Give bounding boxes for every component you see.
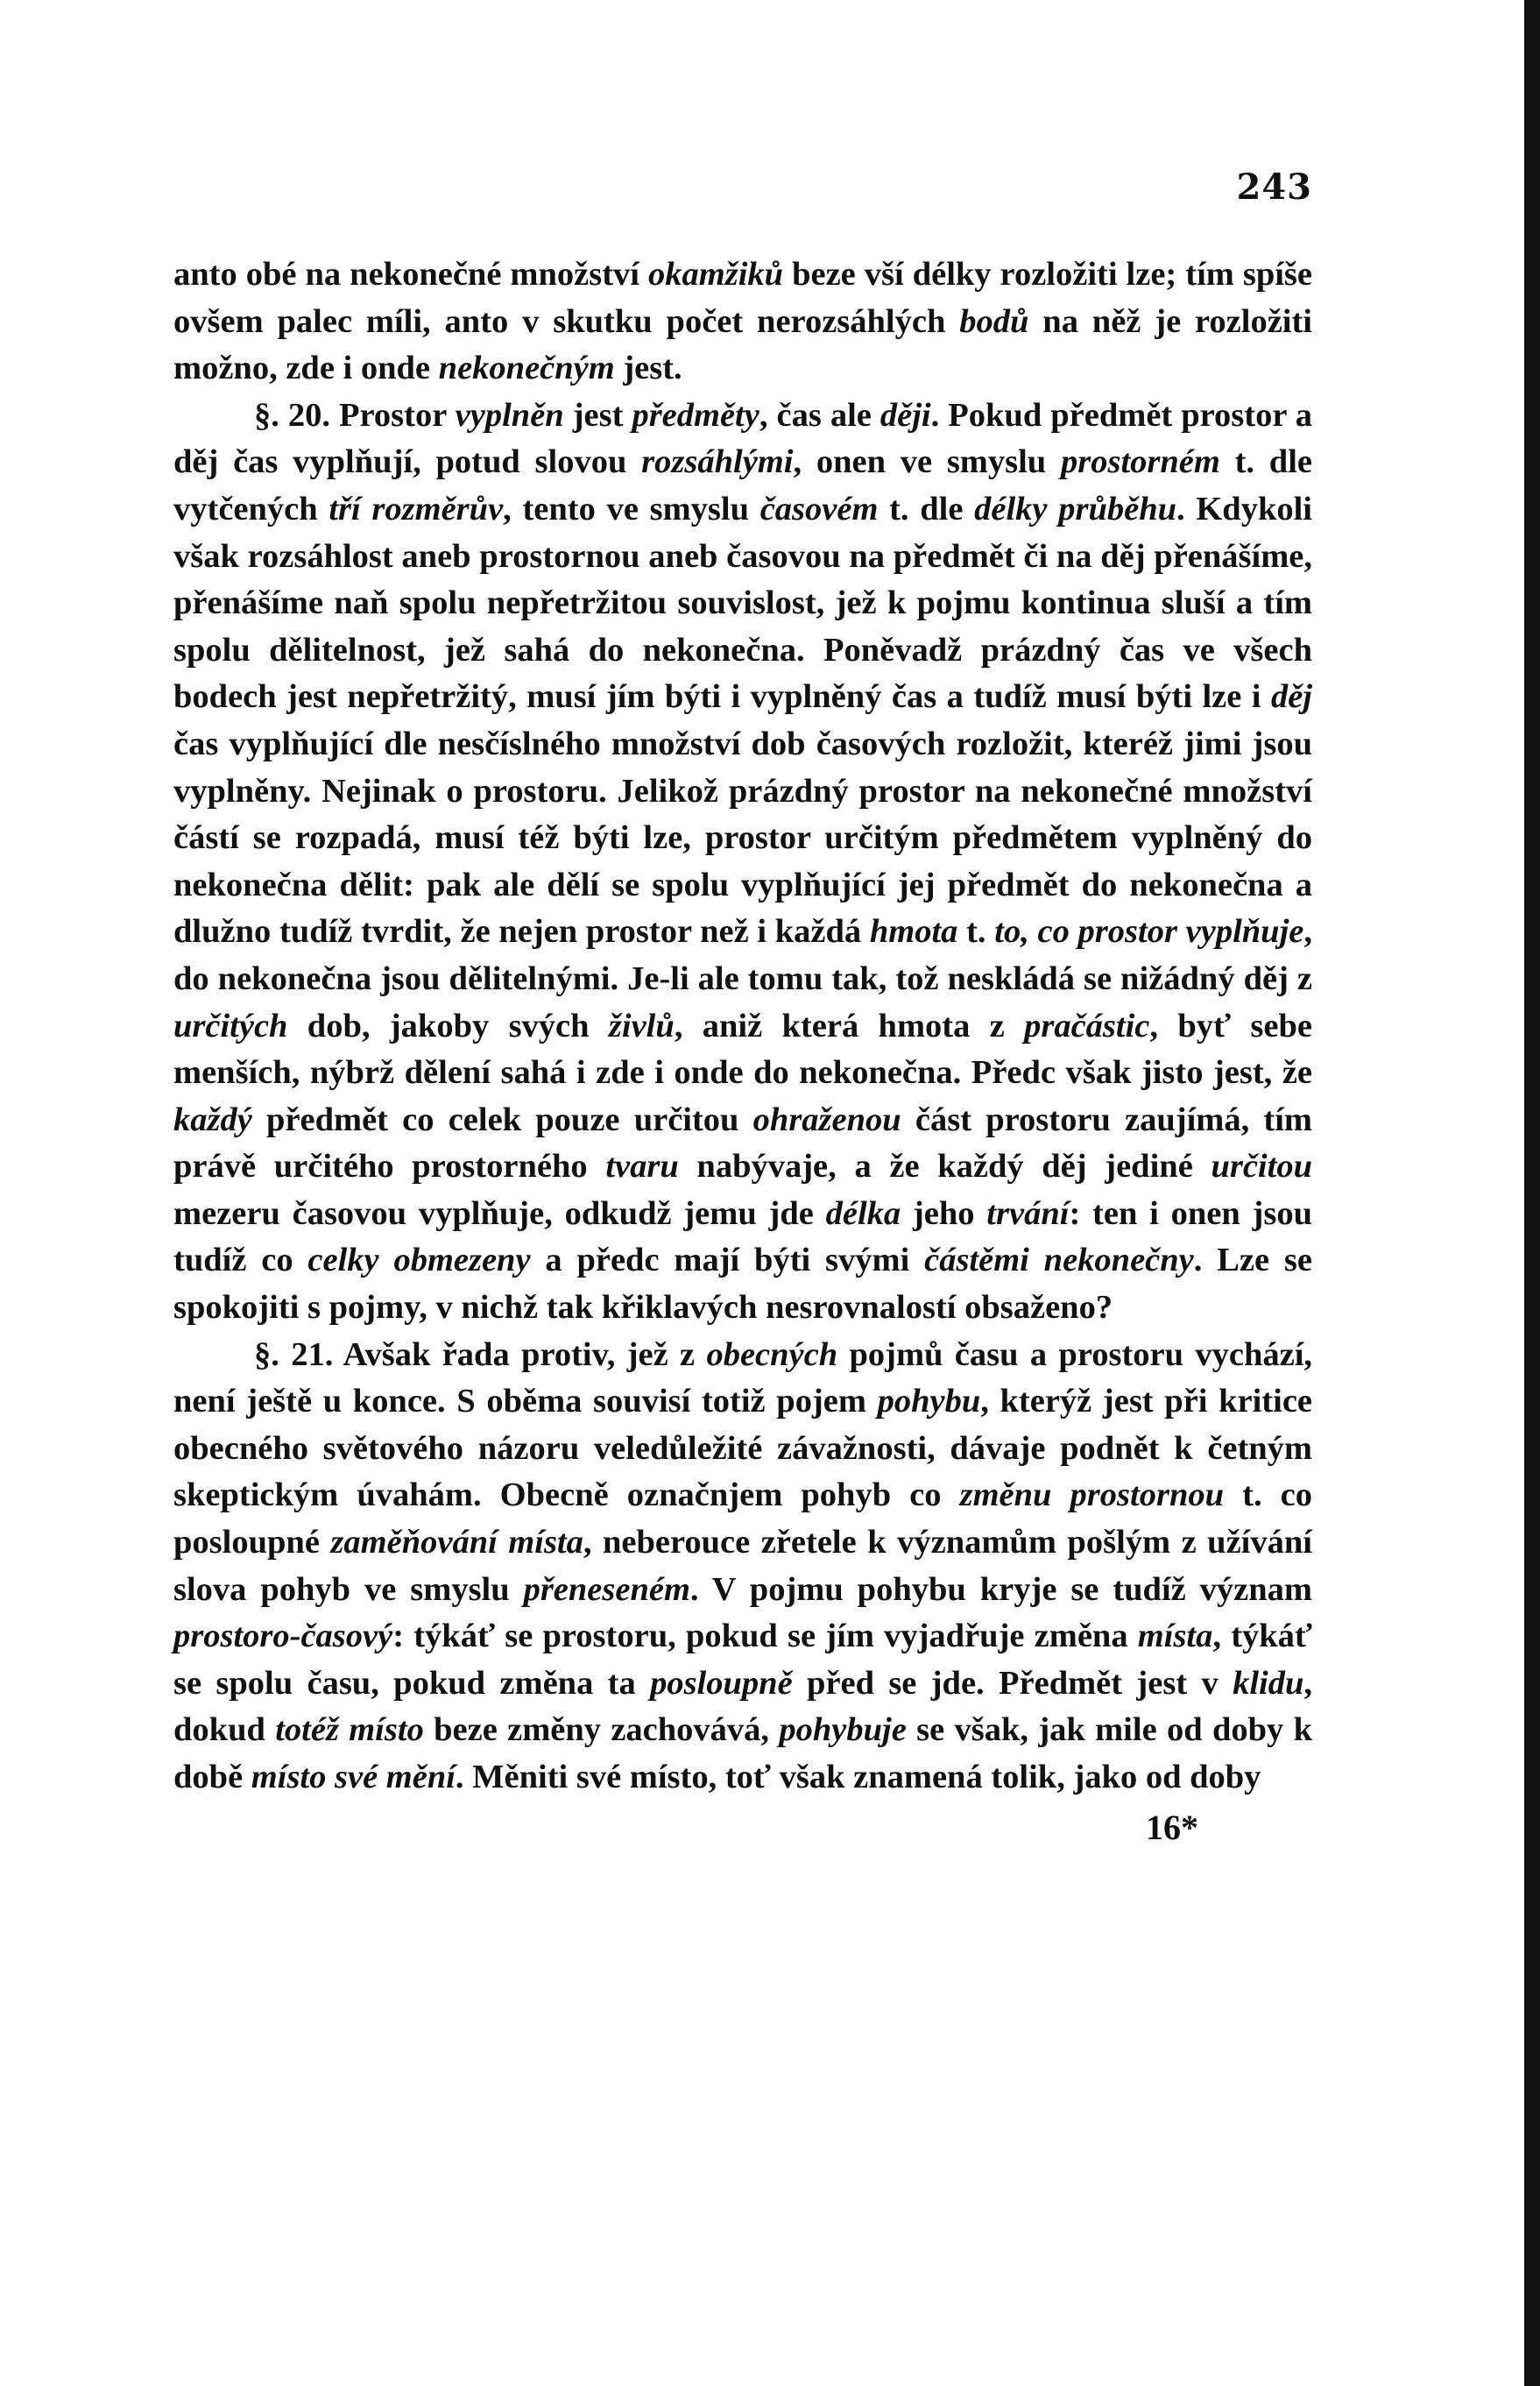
italic-run: každý [173, 1101, 252, 1138]
text-run: , aniž která hmota z [674, 1007, 1025, 1044]
italic-run: to, co prostor vyplňuje [994, 913, 1304, 951]
italic-run: děj [1270, 678, 1312, 716]
italic-run: místo své mění [251, 1759, 456, 1795]
text-run: na něž je rozložiti možno, zde i onde [173, 302, 1312, 387]
italic-run: ohraženou [752, 1101, 901, 1138]
italic-run: nekonečným [438, 350, 615, 387]
text-run: , byť sebe menších, nýbrž dělení sahá i zde i onde do nekonečna. Předc však jisto jest, že [173, 1007, 1312, 1092]
italic-run: předměty [632, 396, 759, 434]
text-run: beze změny zachovává, [423, 1711, 780, 1749]
text-run: jeho [901, 1194, 987, 1232]
italic-run: tří rozměrův [328, 490, 504, 527]
paragraph-3 [173, 1332, 1312, 1802]
italic-run: bodů [959, 302, 1029, 340]
text-run: , onen ve smyslu [793, 443, 1061, 481]
italic-run: okamžiků [648, 256, 784, 293]
text-run: předmět co celek pouze určitou [251, 1101, 753, 1138]
text-run: se však, jak mile od doby k době [173, 1711, 1312, 1795]
text-run: , tento ve smyslu [503, 490, 760, 527]
text-run: . V pojmu pohybu kryje se tudíž význam [689, 1570, 1312, 1608]
text-run: , čas ale [759, 396, 880, 434]
paragraph-2 [173, 393, 1312, 1332]
text-run: t. co posloupné [173, 1476, 1312, 1561]
text-run: mezeru časovou vyplňuje, odkudž jemu jde [173, 1194, 826, 1232]
text-run: §. 20. Prostor [254, 396, 456, 434]
italic-run: obecných [706, 1335, 838, 1373]
text-run: . Lze se spokojiti s pojmy, v nichž tak křiklavých nesrovnalostí obsaženo? [173, 1242, 1312, 1327]
italic-run: rozsáhlými [641, 443, 794, 481]
text-run: část prostoru zaujímá, tím právě určitého prostorného [173, 1101, 1312, 1186]
italic-run: vyplněn [455, 396, 564, 434]
italic-run: délka [825, 1194, 901, 1232]
italic-run: změnu prostornou [959, 1476, 1225, 1514]
italic-run: trvání [986, 1194, 1070, 1232]
italic-run: pohybuje [779, 1711, 907, 1749]
text-run: , týkáť se spolu času, pokud změna ta [173, 1618, 1312, 1702]
text-run: jest [563, 396, 632, 434]
italic-run: živlů [608, 1007, 675, 1044]
text-run: §. 21. Avšak řada protiv, jež z [254, 1335, 707, 1373]
italic-run: časovém [759, 490, 879, 527]
text-run: beze vší délky rozložiti lze; tím spíše ovšem palec míli, anto v skutku počet nerozsáhlých [173, 256, 1313, 340]
text-run: , neberouce zřetele k významům pošlým z užívání slova pohyb ve smyslu [173, 1524, 1312, 1608]
text-run: nabývaje, a že každý děj jediné [678, 1148, 1212, 1186]
italic-run: zaměňování místa [330, 1524, 583, 1561]
italic-run: určitých [173, 1007, 288, 1044]
italic-run: celky obmezeny [307, 1242, 531, 1279]
italic-run: ději [879, 396, 931, 434]
text-run: . Měniti své místo, toť však znamená tolik, jako od doby [455, 1759, 1261, 1795]
body-text [173, 251, 1312, 1802]
text-run: : týkáť se prostoru, pokud se jím vyjadřuje změna [392, 1618, 1138, 1655]
text-run: t. dle vytčených [173, 443, 1312, 527]
italic-run: pohybu [877, 1383, 981, 1420]
italic-run: tvaru [605, 1148, 679, 1186]
text-run: čas vyplňující dle nesčíslného množství dob časových rozložit, kteréž jimi jsou vyplněny. Nejinak o prostoru. Jelikož prázdný prostor na nekonečné množství částí se rozpadá, musí též býti lze, prostor určitým předmětem vyplněný do nekonečna dělit: pak ale dělí se spolu vyplňující jej předmět do nekonečna a dlužno tudíž tvrdit, že nejen prostor než i každá [173, 725, 1312, 951]
italic-run: přeneseném [523, 1570, 690, 1608]
italic-run: hmota [869, 913, 958, 951]
text-run: jest. [614, 350, 682, 387]
italic-run: místa [1137, 1618, 1213, 1655]
italic-run: klidu [1233, 1664, 1304, 1702]
text-run: , do nekonečna jsou dělitelnými. Je-li ale tomu tak, tož neskládá se nižádný děj z [173, 913, 1313, 997]
page-content [173, 166, 1312, 1848]
italic-run: určitou [1211, 1148, 1312, 1186]
text-run: , dokud [173, 1664, 1312, 1749]
text-run: pojmů času a prostoru vychází, není ještě u konce. S oběma souvisí totiž pojem [173, 1335, 1313, 1420]
text-run: t. dle [878, 490, 975, 527]
text-run: : ten i onen jsou tudíž co [173, 1194, 1312, 1279]
text-run: , kterýž jest při kritice obecného světového názoru veledůležité závažnosti, dávaje podnět k četným skeptickým úvahám. Obecně označnjem pohyb co [173, 1383, 1312, 1514]
page-number: 243 [1236, 166, 1312, 208]
text-run: . Kdykoli však rozsáhlost aneb prostornou aneb časovou na předmět či na děj přenášíme, přenášíme naň spolu nepřetržitou souvislost, jež k pojmu kontinua sluší a tím spolu dělitelnost, jež sahá do nekonečna. Poněvadž prázdný čas ve všech bodech jest nepřetržitý, musí jím býti i vyplněný čas a tudíž musí býti lze i [173, 490, 1312, 716]
scan-edge-border [1524, 0, 1540, 2386]
italic-run: částěmi nekonečny [924, 1242, 1194, 1279]
italic-run: délky průběhu [974, 490, 1177, 527]
text-run: dob, jakoby svých [287, 1007, 609, 1044]
italic-run: totéž místo [275, 1711, 424, 1749]
signature-mark: 16* [1146, 1807, 1198, 1847]
italic-run: prostoro-časový [173, 1618, 393, 1655]
text-run: t. [957, 913, 995, 951]
italic-run: posloupně [650, 1664, 793, 1702]
text-run: a předc mají býti svými [530, 1242, 925, 1279]
paragraph-1 [173, 251, 1312, 393]
italic-run: prostorném [1060, 443, 1220, 481]
text-run: anto obé na nekonečné množství [173, 256, 649, 293]
text-run: . Pokud předmět prostor a děj čas vyplňují, potud slovou [173, 396, 1313, 481]
text-run: před se jde. Předmět jest v [792, 1664, 1233, 1702]
italic-run: pračástic [1024, 1007, 1150, 1044]
